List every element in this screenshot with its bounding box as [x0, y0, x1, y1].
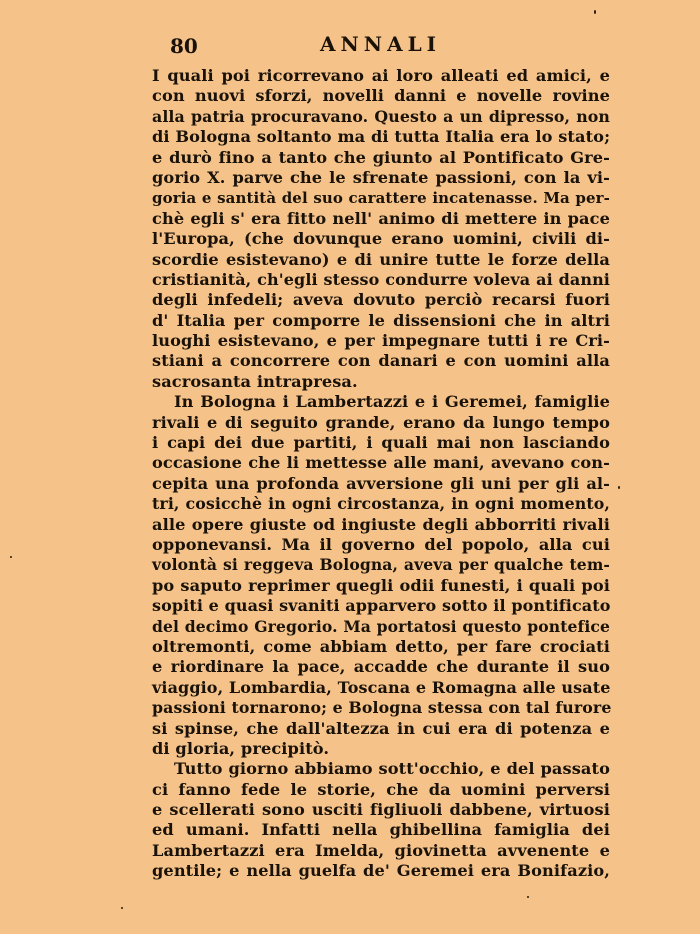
text-line: alle opere giuste od ingiuste degli abborriti rivali — [152, 514, 610, 534]
text-line: gentile; e nella guelfa de' Geremei era Bonifazio, — [152, 861, 610, 881]
text-line: sacrosanta intrapresa. — [152, 371, 358, 391]
text-line: d' Italia per comporre le dissensioni che in altri — [152, 310, 610, 330]
text-line: In Bologna i Lambertazzi e i Geremei, famiglie — [174, 392, 610, 412]
running-title: ANNALI — [320, 32, 442, 56]
page-header — [150, 30, 610, 58]
text-line: Lambertazzi era Imelda, giovinetta avvenente e — [152, 840, 610, 860]
text-line: alla patria procuravano. Questo a un dipresso, non — [152, 106, 610, 126]
paper-speck — [594, 10, 596, 14]
paper-speck — [527, 896, 529, 898]
text-line: si spinse, che dall'altezza in cui era di potenza e — [152, 718, 610, 738]
text-line: occasione che li mettesse alle mani, avevano con- — [152, 453, 610, 473]
text-line: ed umani. Infatti nella ghibellina famiglia dei — [152, 820, 610, 840]
text-line: con nuovi sforzi, novelli danni e novelle rovine — [152, 86, 610, 106]
text-line: I quali poi ricorrevano ai loro alleati ed amici, e — [152, 66, 610, 85]
text-line: di gloria, precipitò. — [152, 738, 330, 758]
text-line: tri, cosicchè in ogni circostanza, in ogni momento, — [152, 494, 610, 514]
text-line: stiani a concorrere con danari e con uomini alla — [152, 351, 610, 371]
text-line: del decimo Gregorio. Ma portatosi questo pontefice — [152, 616, 610, 636]
text-line: i capi dei due partiti, i quali mai non lasciando — [152, 433, 610, 453]
text-line: degli infedeli; aveva dovuto perciò recarsi fuori — [152, 290, 610, 310]
text-line: di Bologna soltanto ma di tutta Italia era lo stato; — [152, 127, 611, 147]
text-line: oltremonti, come abbiam detto, per fare crociati — [152, 636, 610, 656]
paper-speck — [10, 556, 12, 558]
text-line: passioni tornarono; e Bologna stessa con tal furore — [152, 698, 612, 718]
text-line: scordie esistevano) e di unire tutte le forze della — [152, 249, 610, 269]
text-line: volontà si reggeva Bologna, aveva per qualche tem- — [152, 555, 610, 575]
text-line: sopiti e quasi svaniti apparvero sotto il pontificato — [152, 596, 611, 616]
text-line: e scellerati sono usciti figliuoli dabbene, virtuosi — [152, 800, 610, 820]
text-line: Tutto giorno abbiamo sott'occhio, e del passato — [174, 759, 610, 779]
text-line: luoghi esistevano, e per impegnare tutti i re Cri- — [152, 331, 610, 351]
text-line: po saputo reprimer quegli odii funesti, i quali poi — [152, 575, 610, 595]
paper-speck — [618, 486, 620, 489]
page-number: 80 — [170, 34, 198, 58]
text-line: cristianità, ch'egli stesso condurre voleva ai danni — [152, 269, 610, 289]
text-line: cepita una profonda avversione gli uni per gli al- — [152, 473, 610, 493]
text-line: rivali e di seguito grande, erano da lungo tempo — [152, 412, 610, 432]
text-line: e durò fino a tanto che giunto al Pontificato Gre- — [152, 147, 610, 167]
paper-speck — [121, 907, 123, 909]
text-line: gorio X. parve che le sfrenate passioni, con la vi- — [152, 167, 610, 187]
text-line: chè egli s' era fitto nell' animo di mettere in pace — [152, 208, 610, 228]
text-line: ci fanno fede le storie, che da uomini perversi — [152, 779, 610, 799]
text-line: viaggio, Lombardia, Toscana e Romagna alle usate — [152, 677, 611, 697]
text-line: goria e santità del suo carattere incatenasse. Ma per- — [152, 189, 610, 208]
text-line: e riordinare la pace, accadde che durante il suo — [152, 657, 610, 677]
body-text — [152, 66, 610, 882]
text-line: l'Europa, (che dovunque erano uomini, civili di- — [152, 229, 610, 249]
text-line: opponevansi. Ma il governo del popolo, alla cui — [152, 534, 610, 554]
